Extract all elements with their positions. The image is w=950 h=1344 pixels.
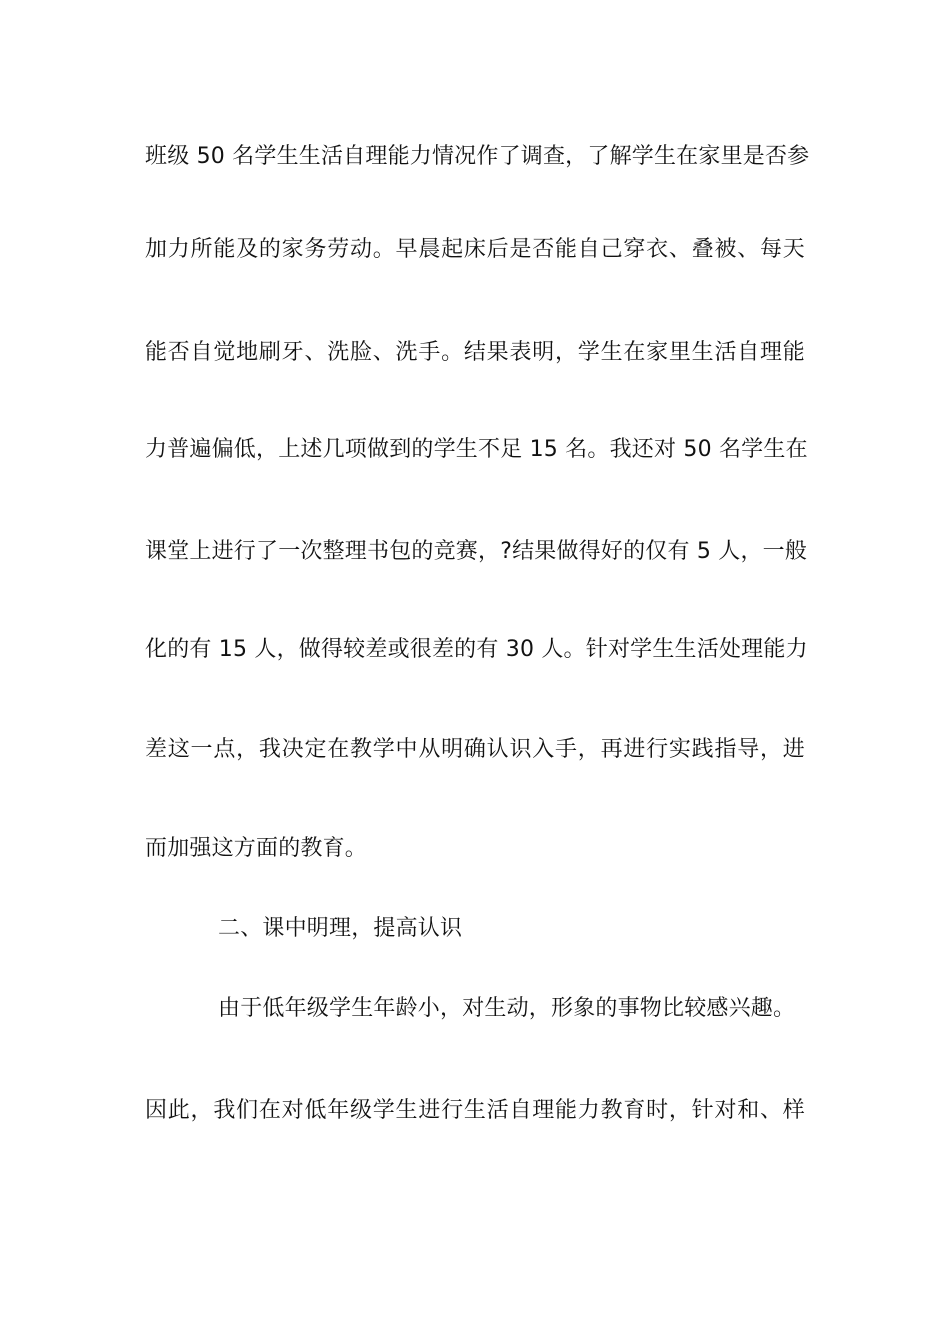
paragraph-first-line: 由于低年级学生年龄小，对生动，形象的事物比较感兴趣。 — [218, 996, 796, 1021]
body-text-line: 加力所能及的家务劳动。早晨起床后是否能自己穿衣、叠被、每天 — [145, 237, 805, 262]
body-text-line: 化的有 15 人，做得较差或很差的有 30 人。针对学生生活处理能力 — [145, 637, 808, 662]
body-text-line: 班级 50 名学生生活自理能力情况作了调查，了解学生在家里是否参 — [145, 144, 810, 169]
body-text-line: 力普遍偏低，上述几项做到的学生不足 15 名。我还对 50 名学生在 — [145, 437, 808, 462]
body-text-line: 而加强这方面的教育。 — [145, 836, 368, 861]
body-text-line: 能否自觉地刷牙、洗脸、洗手。结果表明，学生在家里生活自理能 — [145, 340, 805, 365]
body-text-line: 因此，我们在对低年级学生进行生活自理能力教育时，针对和、样 — [145, 1098, 805, 1123]
body-text-line: 课堂上进行了一次整理书包的竞赛，?结果做得好的仅有 5 人，一般 — [145, 539, 808, 564]
body-text-line: 差这一点，我决定在教学中从明确认识入手，再进行实践指导，进 — [145, 737, 805, 762]
section-heading: 二、课中明理，提高认识 — [218, 916, 463, 941]
